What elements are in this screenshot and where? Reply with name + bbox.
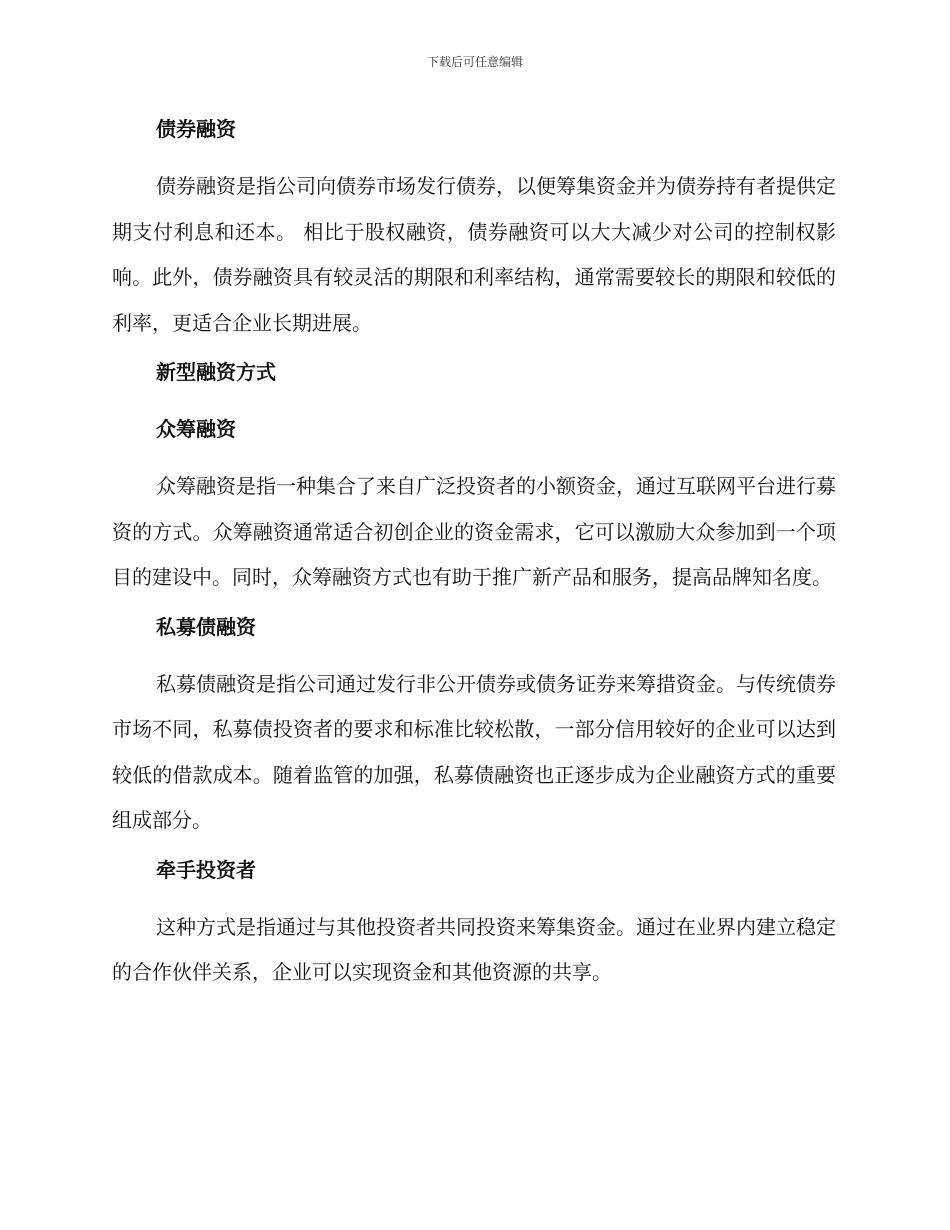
section-heading-co-investors: 牵手投资者	[156, 857, 256, 882]
page-header: 下载后可任意编辑	[426, 55, 523, 69]
section-heading-bond-financing: 债券融资	[156, 117, 236, 141]
document-body	[112, 108, 836, 996]
section-heading-crowdfunding: 众筹融资	[156, 417, 236, 441]
section-heading-private-debt: 私募债融资	[156, 614, 256, 639]
section-paragraph-crowdfunding: 众筹融资是指一种集合了来自广泛投资者的小额资金，通过互联网平台进行募资的方式。众筹融资通常适合初创企业的资金需求，它可以激励大众参加到一个项目的建设中。同时，众筹融资方式也有助于推广新产品和服务，提高品牌知名度。	[112, 474, 836, 589]
section-heading-new-financing-methods: 新型融资方式	[156, 360, 276, 384]
section-paragraph-private-debt: 私募债融资是指公司通过发行非公开债券或债务证券来筹措资金。与传统债券市场不同，私募债投资者的要求和标准比较松散，一部分信用较好的企业可以达到较低的借款成本。随着监管的加强，私募债融资也正逐步成为企业融资方式的重要组成部分。	[112, 671, 836, 832]
section-paragraph-bond-financing: 债券融资是指公司向债券市场发行债券，以便筹集资金并为债券持有者提供定期支付利息和还本。 相比于股权融资，债券融资可以大大减少对公司的控制权影响。此外，债券融资具有较灵活的期限和利率结构，通常需要较长的期限和较低的利率，更适合企业长期进展。	[112, 174, 836, 335]
section-paragraph-co-investors: 这种方式是指通过与其他投资者共同投资来筹集资金。通过在业界内建立稳定的合作伙伴关系，企业可以实现资金和其他资源的共享。	[112, 914, 836, 984]
